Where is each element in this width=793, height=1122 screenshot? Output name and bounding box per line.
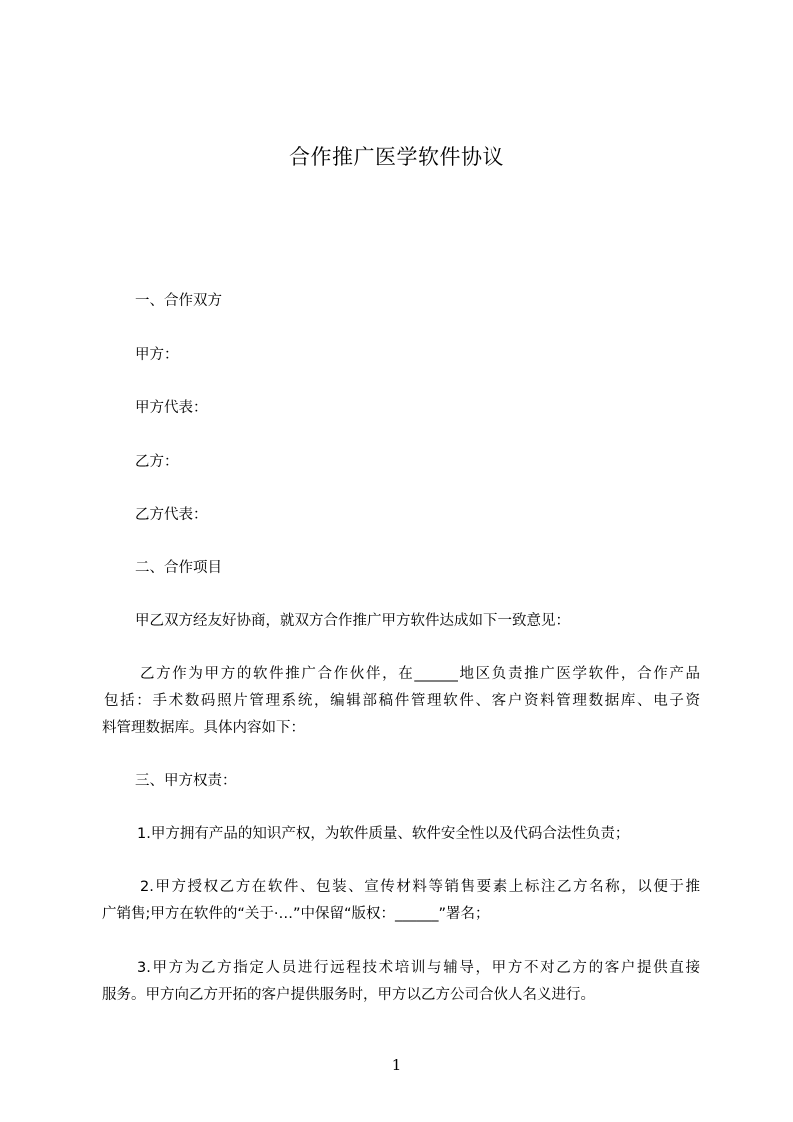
party-a-rep-label: 甲方代表： [135, 400, 208, 416]
party-b-rep-label: 乙方代表： [135, 507, 208, 523]
document-title: 合作推广医学软件协议 [289, 145, 504, 169]
rights-item-2-line-2: 广销售;甲方在软件的“关于·…”中保留“版权：______”署名； [102, 906, 490, 922]
party-b-label: 乙方： [135, 454, 179, 470]
rights-item-3-line-2: 服务。甲方向乙方开拓的客户提供服务时，甲方以乙方公司合伙人名义进行。 [102, 987, 595, 1003]
rights-item-3-line-1: 3.甲方为乙方指定人员进行远程技术培训与辅导，甲方不对乙方的客户提供直接 [137, 960, 700, 976]
project-para-line-2: 包括：手术数码照片管理系统，编辑部稿件管理软件、客户资料管理数据库、电子资 [104, 693, 700, 709]
project-para-line-3: 料管理数据库。具体内容如下： [102, 720, 305, 736]
parties-heading: 一、合作双方 [135, 293, 222, 309]
project-para-line-1: 乙方作为甲方的软件推广合作伙伴，在______地区负责推广医学软件，合作产品 [140, 666, 700, 682]
project-heading: 二、合作项目 [135, 560, 222, 576]
page-number: 1 [391, 1056, 402, 1074]
project-intro: 甲乙双方经友好协商，就双方合作推广甲方软件达成如下一致意见： [135, 613, 570, 629]
rights-item-2-line-1: 2.甲方授权乙方在软件、包装、宣传材料等销售要素上标注乙方名称，以便于推 [140, 879, 700, 895]
rights-heading: 三、甲方权责： [135, 773, 237, 789]
party-a-label: 甲方： [135, 347, 179, 363]
rights-item-1: 1.甲方拥有产品的知识产权，为软件质量、软件安全性以及代码合法性负责； [137, 826, 630, 842]
